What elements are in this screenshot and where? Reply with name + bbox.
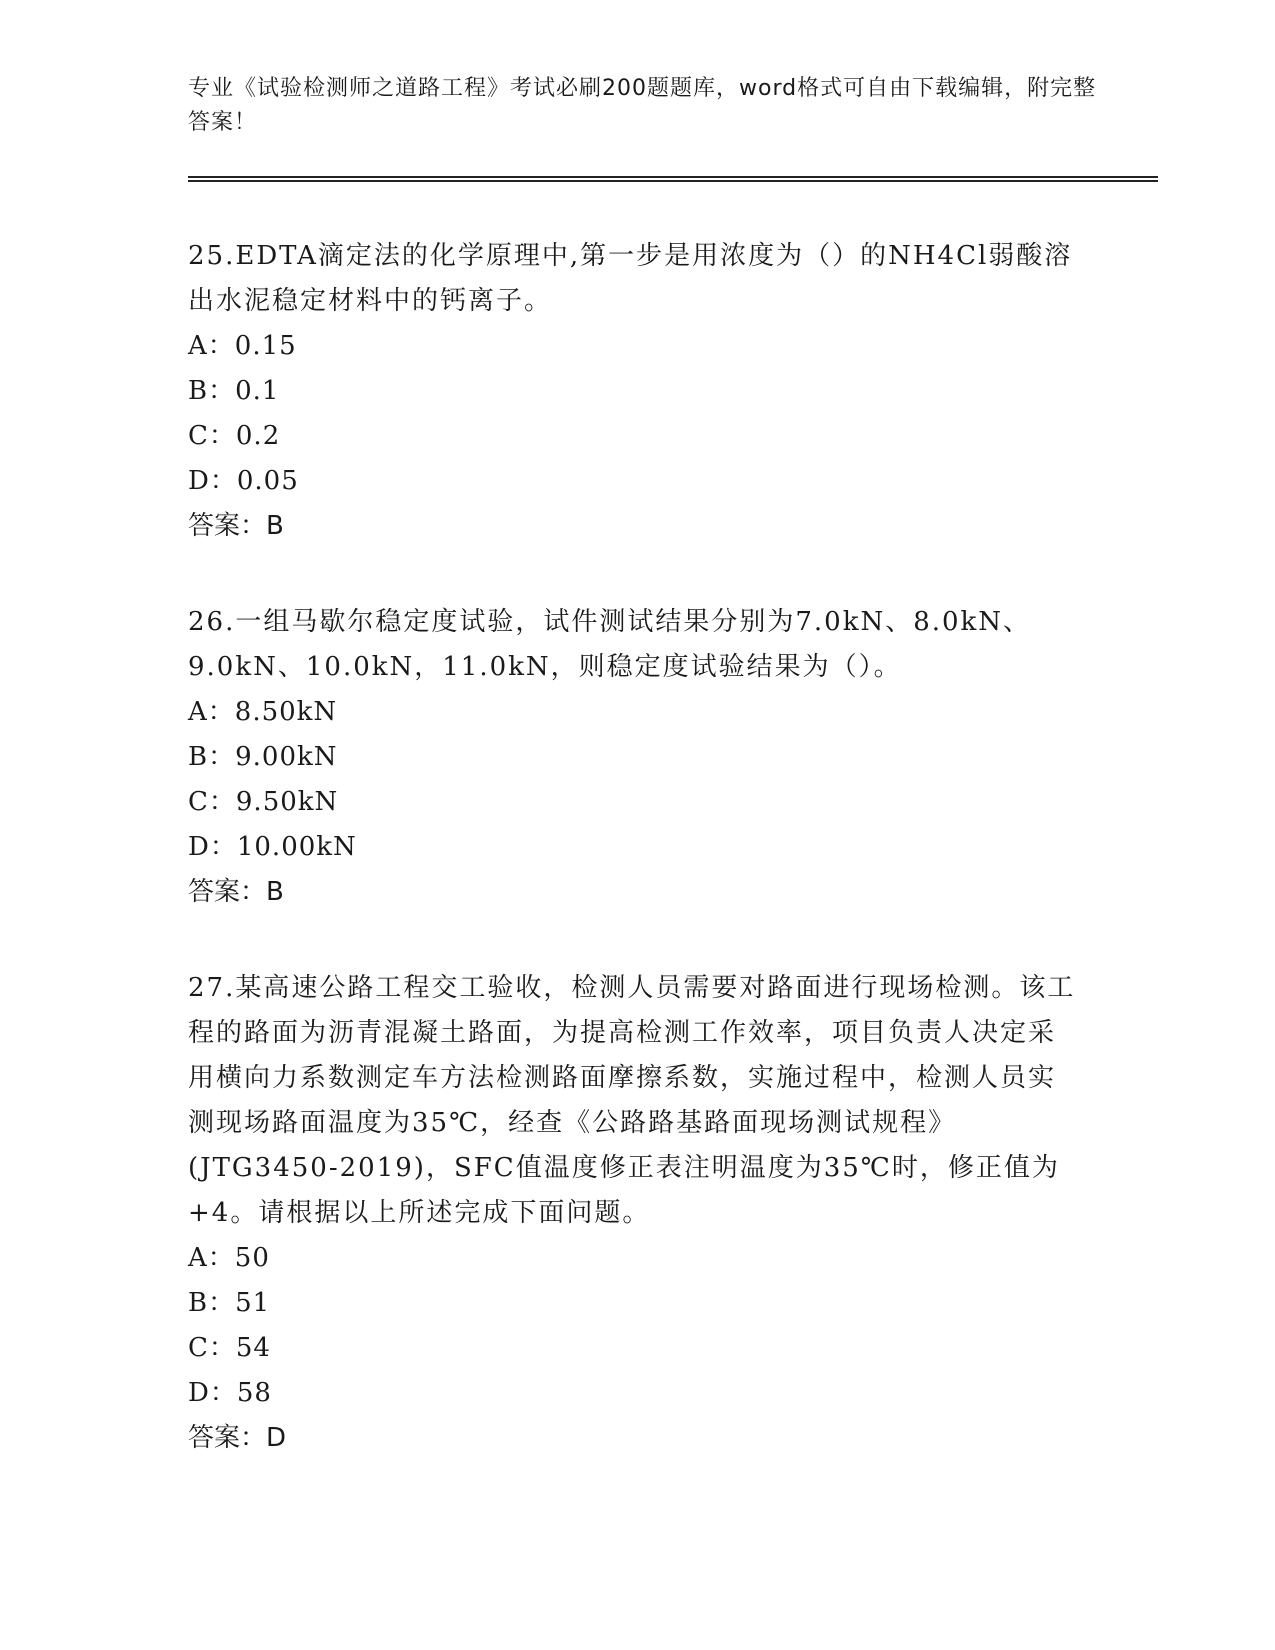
option-c: C：9.50kN (188, 787, 339, 817)
option-b: B：51 (188, 1288, 271, 1318)
answer: 答案：D (188, 1423, 287, 1453)
option-a: A：8.50kN (188, 697, 338, 727)
option-d: D：0.05 (188, 466, 299, 496)
question-25 (188, 234, 1078, 549)
option-d: D：58 (188, 1378, 272, 1408)
option-d: D：10.00kN (188, 832, 357, 862)
option-c: C：54 (188, 1333, 271, 1363)
question-26 (188, 600, 1078, 915)
question-text: 27.某高速公路工程交工验收，检测人员需要对路面进行现场检测。该工程的路面为沥青混凝土路面，为提高检测工作效率，项目负责人决定采用横向力系数测定车方法检测路面摩擦系数，实施过程中，检测人员实测现场路面温度为35℃，经查《公路路基路面现场测试规程》(JTG3450-2019)，SFC值温度修正表注明温度为35℃时，修正值为+4。请根据以上所述完成下面问题。 (188, 973, 1076, 1228)
question-text: 25.EDTA滴定法的化学原理中,第一步是用浓度为（）的NH4Cl弱酸溶出水泥稳定材料中的钙离子。 (188, 241, 1073, 316)
option-b: B：9.00kN (188, 742, 338, 772)
header-divider (188, 176, 1158, 182)
answer: 答案：B (188, 877, 284, 907)
question-27 (188, 966, 1078, 1461)
option-a: A：0.15 (188, 331, 297, 361)
answer: 答案：B (188, 511, 284, 541)
question-text: 26.一组马歇尔稳定度试验，试件测试结果分别为7.0kN、8.0kN、9.0kN、10.0kN，11.0kN，则稳定度试验结果为（）。 (188, 607, 1032, 682)
document-header: 专业《试验检测师之道路工程》考试必刷200题题库，word格式可自由下载编辑，附完整答案！ (188, 76, 1097, 135)
option-a: A：50 (188, 1243, 270, 1273)
option-b: B：0.1 (188, 376, 280, 406)
option-c: C：0.2 (188, 421, 281, 451)
